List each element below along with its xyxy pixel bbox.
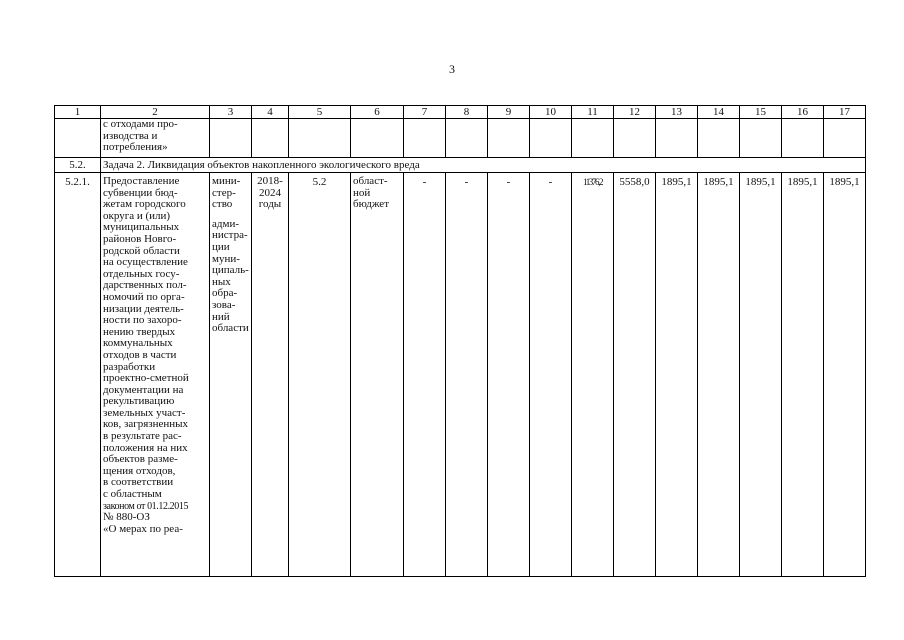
table-cell [530, 119, 572, 158]
description-line: в результате рас- [103, 430, 182, 443]
measure-number: 5.2.1. [55, 173, 101, 577]
executor-cell [210, 173, 252, 577]
col-header: 5 [289, 106, 351, 119]
table-cell [488, 119, 530, 158]
description-tail-2: «О мерах по реа- [103, 522, 183, 535]
description-line: жетам городского [103, 198, 186, 211]
description-line: разработки [103, 360, 156, 373]
table-cell [740, 119, 782, 158]
description-line: отходов в части [103, 348, 177, 361]
measure-description [101, 173, 210, 577]
description-line: Предоставление [103, 175, 180, 187]
description-lines [103, 175, 189, 500]
table-cell [252, 119, 289, 158]
value-cell: 1895,1 [824, 173, 866, 577]
col-header: 17 [824, 106, 866, 119]
target-ref-cell: 5.2 [289, 173, 351, 577]
value-cell: 1895,1 [698, 173, 740, 577]
col-header: 15 [740, 106, 782, 119]
dash-cell: - [488, 173, 530, 577]
table-cell [782, 119, 824, 158]
table-cell [656, 119, 698, 158]
table-cell [614, 119, 656, 158]
value-cell: 1895,1 [740, 173, 782, 577]
col-header: 11 [572, 106, 614, 119]
dash-cell: - [530, 173, 572, 577]
column-number-row [55, 106, 866, 119]
col-header: 4 [252, 106, 289, 119]
col-header: 7 [404, 106, 446, 119]
table-cell [289, 119, 351, 158]
value-cell: 1895,1 [656, 173, 698, 577]
table-cell [572, 119, 614, 158]
task-row [55, 158, 866, 173]
col-header: 13 [656, 106, 698, 119]
table-cell [446, 119, 488, 158]
continuation-description: с отходами про- изводства и потребления» [101, 119, 210, 158]
col-header: 8 [446, 106, 488, 119]
col-header: 2 [101, 106, 210, 119]
table-cell [824, 119, 866, 158]
description-line: районов Новго- [103, 232, 177, 245]
measure-row [55, 173, 866, 577]
task-title: Задача 2. Ликвидация объектов накопленного экологического вреда [101, 158, 866, 173]
table-cell [404, 119, 446, 158]
table-cell [55, 119, 101, 158]
description-line: положения на них [103, 441, 188, 454]
description-line: коммунальных [103, 337, 173, 350]
description-line: ности по захоро- [103, 314, 182, 327]
description-tail-1: № 880-ОЗ [103, 511, 150, 524]
description-line: документации на [103, 383, 184, 396]
col-header: 3 [210, 106, 252, 119]
description-line: округа и (или) [103, 209, 171, 222]
description-line: щения отходов, [103, 464, 176, 477]
table-cell [210, 119, 252, 158]
value-cell: 5558,0 [614, 173, 656, 577]
description-line: субвенции бюд- [103, 186, 178, 199]
col-header: 12 [614, 106, 656, 119]
description-line: ков, загрязненных [103, 418, 189, 431]
description-line: дарственных пол- [103, 279, 187, 292]
col-header: 16 [782, 106, 824, 119]
funding-source-cell: област- ной бюджет [351, 173, 404, 577]
col-header: 6 [351, 106, 404, 119]
description-line: в соответствии [103, 476, 174, 489]
description-line: с областным [103, 488, 162, 501]
description-line: родской области [103, 244, 180, 257]
value-cell: 1895,1 [782, 173, 824, 577]
description-line: низации деятель- [103, 302, 184, 315]
executor-administrations: адми- нистра- ции муни- ципаль- ных обра- зова- ний области [212, 217, 249, 335]
description-line: отдельных госу- [103, 267, 180, 280]
total-value-cell: 11376,2 [572, 173, 614, 577]
col-header: 1 [55, 106, 101, 119]
table-cell [351, 119, 404, 158]
description-line: проектно-сметной [103, 372, 189, 385]
description-line: объектов разме- [103, 453, 178, 466]
executor-ministry: мини- стер- ство [212, 175, 241, 211]
dash-cell: - [404, 173, 446, 577]
period-cell: 2018- 2024 годы [252, 173, 289, 577]
description-law-ref: законом от 01.12.2015 [103, 500, 189, 512]
dash-cell: - [446, 173, 488, 577]
program-table [54, 105, 866, 577]
description-line: на осуществление [103, 256, 188, 269]
description-line: рекультивацию [103, 395, 175, 408]
col-header: 10 [530, 106, 572, 119]
page-number: 3 [449, 62, 455, 76]
task-number: 5.2. [55, 158, 101, 173]
col-header: 14 [698, 106, 740, 119]
description-line: номочий по орга- [103, 290, 185, 303]
col-header: 9 [488, 106, 530, 119]
table-cell [698, 119, 740, 158]
continuation-row [55, 119, 866, 158]
description-line: земельных участ- [103, 406, 186, 419]
description-line: нению твердых [103, 325, 176, 338]
description-line: муниципальных [103, 221, 180, 234]
